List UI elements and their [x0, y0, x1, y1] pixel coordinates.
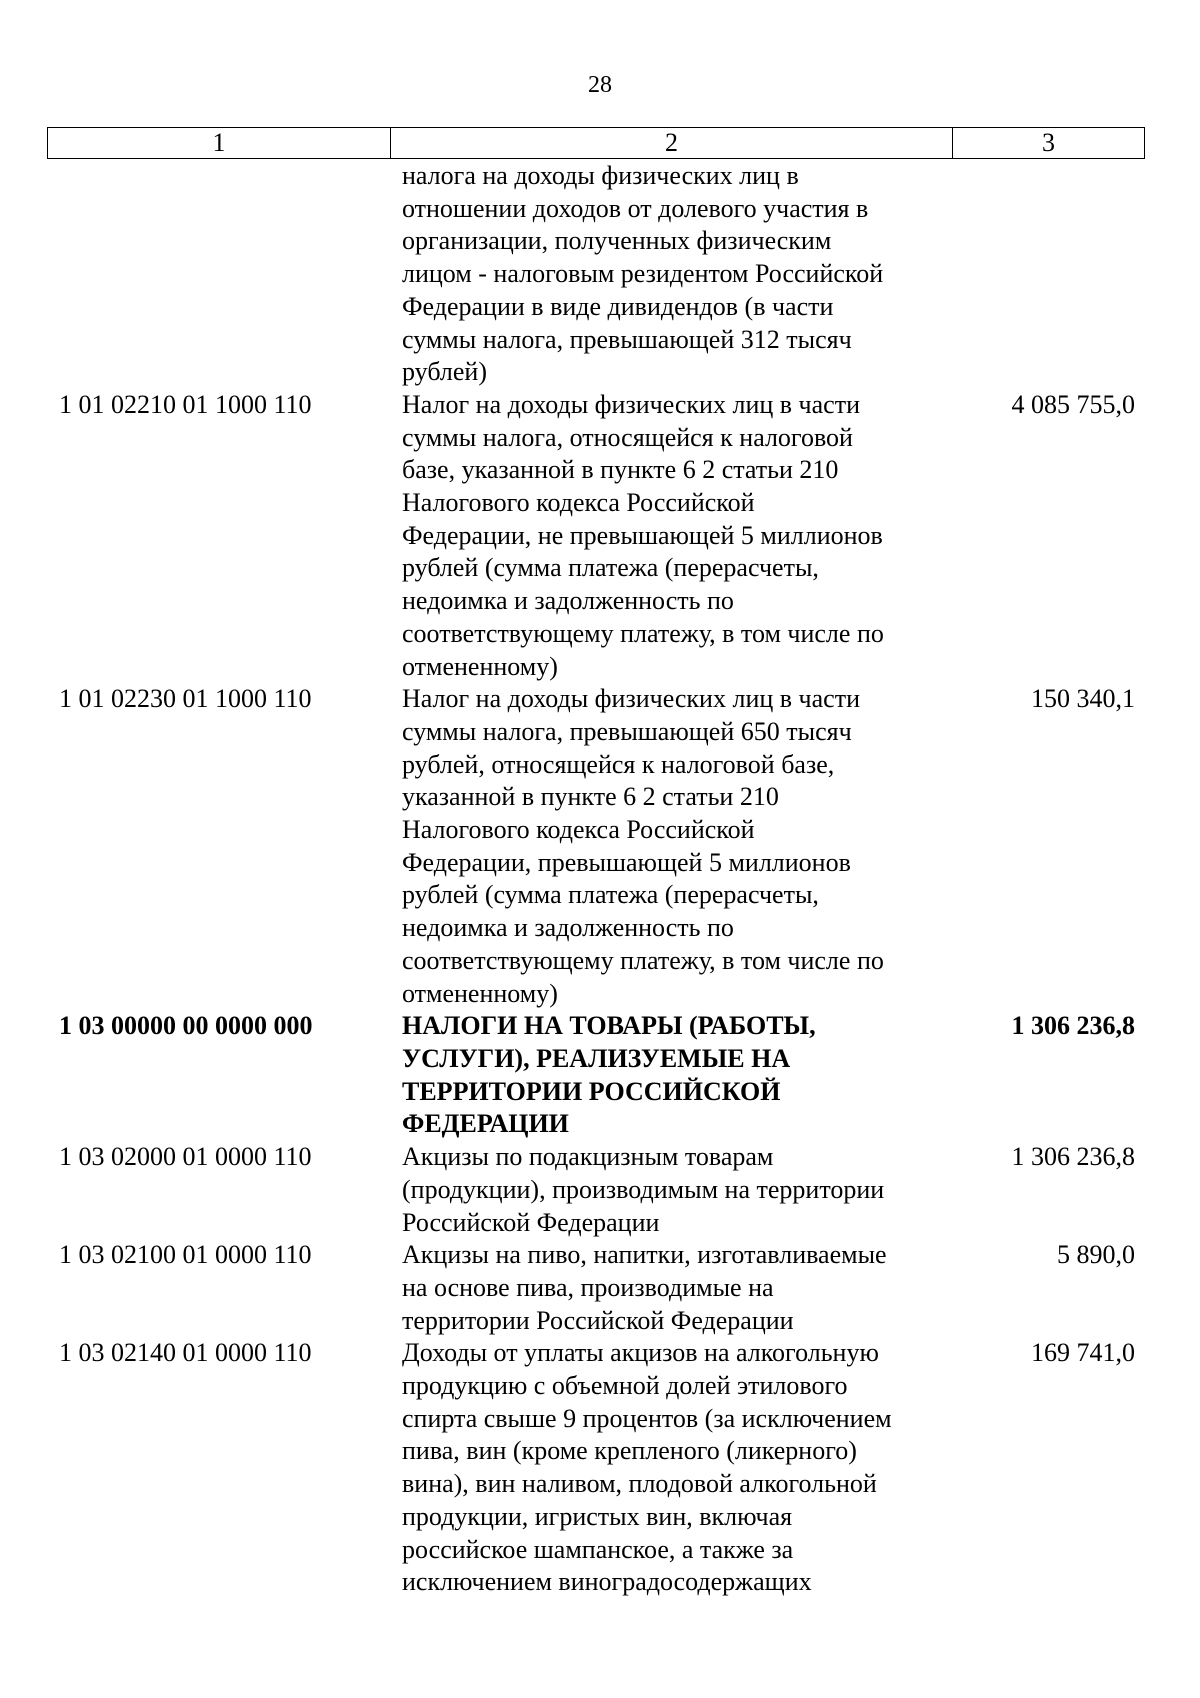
budget-code: 1 01 02230 01 1000 110: [59, 684, 312, 714]
table-row: [47, 1141, 1145, 1239]
revenue-description: [390, 683, 952, 1010]
description-line: суммы налога, относящейся к налоговой: [402, 422, 853, 452]
amount: 150 340,1: [1031, 684, 1135, 714]
description-line: недоимка и задолженность по: [402, 586, 734, 616]
amount: [952, 160, 1145, 389]
budget-code: [47, 160, 390, 389]
description-line: Налог на доходы физических лиц в части: [402, 389, 860, 419]
description-line: отношении доходов от долевого участия в: [402, 193, 869, 223]
description-line: отмененному): [402, 978, 558, 1008]
description-line: ТЕРРИТОРИИ РОССИЙСКОЙ: [402, 1076, 781, 1106]
description-line: НАЛОГИ НА ТОВАРЫ (РАБОТЫ,: [402, 1011, 816, 1041]
table-row: [47, 389, 1145, 683]
table-row: [47, 160, 1145, 389]
budget-code: 1 03 02100 01 0000 110: [59, 1240, 312, 1270]
description-line: спирта свыше 9 процентов (за исключением: [402, 1403, 892, 1433]
table-row: [47, 1010, 1145, 1141]
header-col-3: 3: [1042, 128, 1055, 157]
description-line: суммы налога, превышающей 650 тысяч: [402, 716, 852, 746]
amount: 169 741,0: [1031, 1338, 1135, 1368]
description-line: суммы налога, превышающей 312 тысяч: [402, 324, 852, 354]
amount: 1 306 236,8: [1011, 1142, 1135, 1172]
description-line: рублей): [402, 357, 487, 387]
description-line: базе, указанной в пункте 6 2 статьи 210: [402, 455, 839, 485]
budget-code: 1 03 02140 01 0000 110: [59, 1338, 312, 1368]
description-line: на основе пива, производимые на: [402, 1272, 774, 1302]
description-line: продукцию с объемной долей этилового: [402, 1371, 848, 1401]
description-line: налога на доходы физических лиц в: [402, 161, 799, 190]
description-line: соответствующему платежу, в том числе по: [402, 945, 884, 975]
description-line: лицом - налоговым резидентом Российской: [402, 259, 884, 289]
table-body: [47, 160, 1145, 1599]
revenue-description: [390, 1337, 952, 1599]
description-line: отмененному): [402, 651, 558, 681]
revenue-description: [390, 1141, 952, 1239]
amount: 5 890,0: [1057, 1240, 1135, 1270]
table-header-row: [47, 127, 1145, 159]
description-line: рублей (сумма платежа (перерасчеты,: [402, 880, 819, 910]
header-col-2: 2: [391, 128, 953, 158]
description-line: Доходы от уплаты акцизов на алкогольную: [402, 1338, 879, 1368]
description-line: продукции, игристых вин, включая: [402, 1501, 793, 1531]
revenue-description: [390, 389, 952, 683]
description-line: УСЛУГИ), РЕАЛИЗУЕМЫЕ НА: [402, 1043, 791, 1073]
revenue-description: [390, 160, 952, 389]
header-col-1: 1: [48, 128, 391, 158]
description-line: исключением виноградосодержащих: [402, 1567, 812, 1597]
description-line: Налогового кодекса Российской: [402, 488, 755, 518]
description-line: Налогового кодекса Российской: [402, 815, 755, 845]
description-line: рублей (сумма платежа (перерасчеты,: [402, 553, 819, 583]
budget-code: 1 03 00000 00 0000 000: [59, 1011, 313, 1041]
description-line: Налог на доходы физических лиц в части: [402, 684, 860, 714]
description-line: российское шампанское, а также за: [402, 1534, 794, 1564]
description-line: организации, полученных физическим: [402, 226, 832, 256]
revenue-description: [390, 1239, 952, 1337]
description-line: рублей, относящейся к налоговой базе,: [402, 749, 835, 779]
description-line: Российской Федерации: [402, 1207, 660, 1237]
table-row: [47, 683, 1145, 1010]
budget-code: 1 03 02000 01 0000 110: [59, 1142, 312, 1172]
amount: 4 085 755,0: [1011, 389, 1135, 419]
description-line: территории Российской Федерации: [402, 1305, 794, 1335]
description-line: Акцизы по подакцизным товарам: [402, 1142, 774, 1172]
description-line: Акцизы на пиво, напитки, изготавливаемые: [402, 1240, 887, 1270]
table-row: [47, 1239, 1145, 1337]
table-row: [47, 1337, 1145, 1599]
description-line: пива, вин (кроме крепленого (ликерного): [402, 1436, 857, 1466]
description-line: Федерации в виде дивидендов (в части: [402, 291, 834, 321]
revenue-description: [390, 1010, 952, 1141]
amount: 1 306 236,8: [1011, 1011, 1135, 1041]
description-line: Федерации, превышающей 5 миллионов: [402, 847, 851, 877]
description-line: недоимка и задолженность по: [402, 913, 734, 943]
budget-code: 1 01 02210 01 1000 110: [59, 389, 312, 419]
description-line: указанной в пункте 6 2 статьи 210: [402, 782, 779, 812]
page-number: 28: [588, 72, 612, 98]
description-line: (продукции), производимым на территории: [402, 1174, 885, 1204]
description-line: вина), вин наливом, плодовой алкогольной: [402, 1469, 877, 1499]
description-line: Федерации, не превышающей 5 миллионов: [402, 520, 883, 550]
description-line: ФЕДЕРАЦИИ: [402, 1109, 569, 1139]
description-line: соответствующему платежу, в том числе по: [402, 618, 884, 648]
